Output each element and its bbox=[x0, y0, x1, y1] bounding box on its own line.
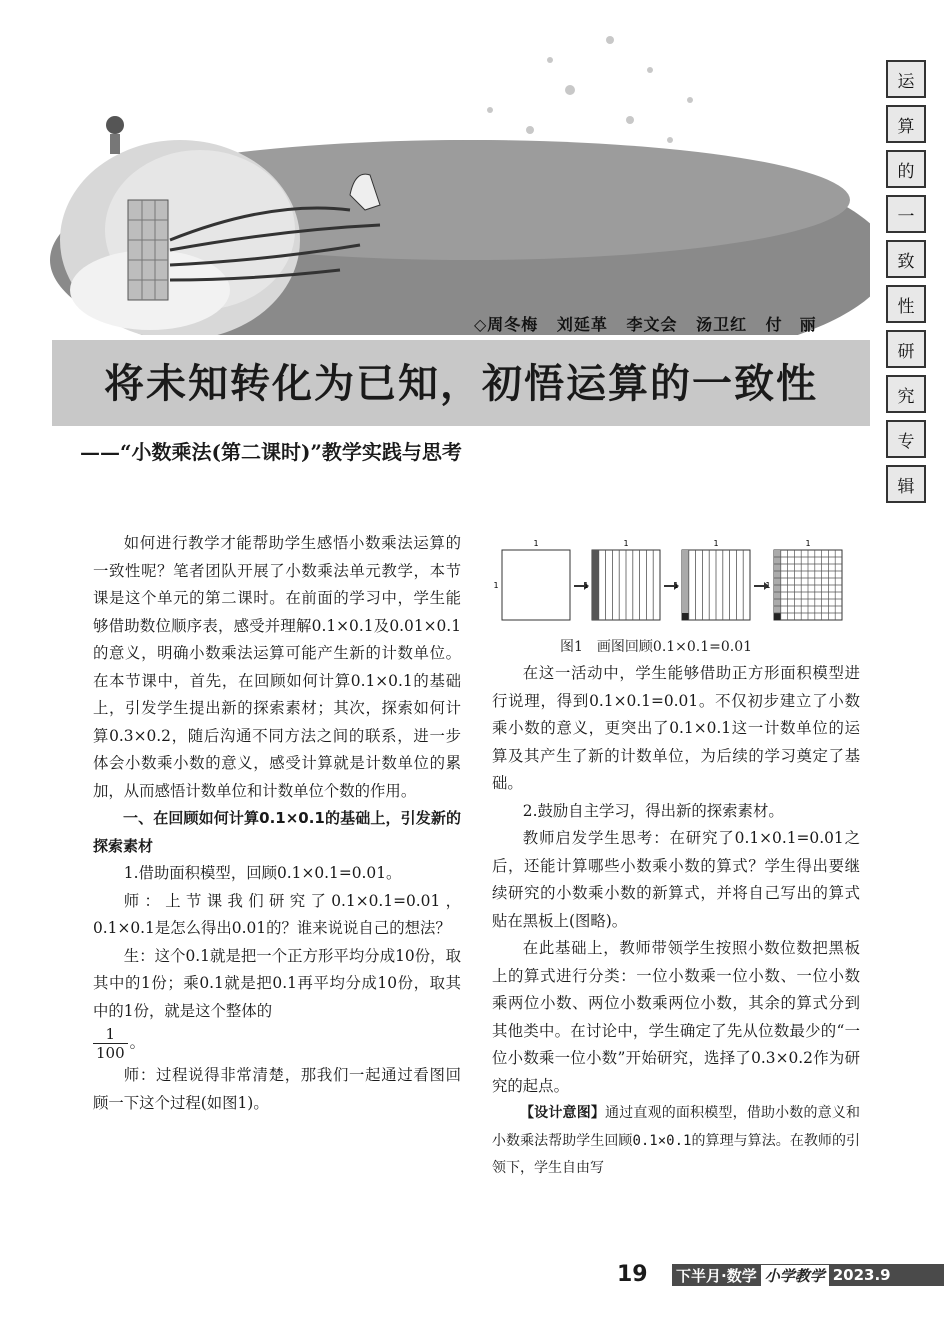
section-heading: 一、在回顾如何计算0.1×0.1的基础上，引发新的探索素材 bbox=[93, 809, 461, 855]
intro-paragraph: 如何进行教学才能帮助学生感悟小数乘法运算的一致性呢？笔者团队开展了小数乘法单元教学，本节课是这个单元的第二课时。在前面的学习中，学生能够借助数位顺序表，感受并理解0.1×0.1及0.01×0.1的意义，明确小数乘法运算可能产生新的计数单位。在本节课中，首先，在回顾如何计算0.1×0.1的基础上，引发学生提出新的探索素材；其次，探索如何计算0.3×0.2，随后沟通不同方法之间的联系，进一步体会小数乘小数的意义，感受计算就是计数单位的累加，从而感悟计数单位和计数单位个数的作用。 bbox=[93, 534, 461, 800]
figure-label: 1 bbox=[713, 539, 719, 548]
side-tab: 研 bbox=[886, 330, 926, 368]
article-title: 将未知转化为已知，初悟运算的一致性 bbox=[104, 361, 818, 407]
analysis-paragraph: 在这一活动中，学生能够借助正方形面积模型进行说理，得到0.1×0.1=0.01。不仅初步建立了小数乘小数的意义，更突出了0.1×0.1这一计数单位的运算及其产生了新的计数单位，为后续的学习奠定了基础。 bbox=[492, 664, 860, 792]
side-tab: 一 bbox=[886, 195, 926, 233]
tenths-square bbox=[592, 550, 660, 620]
left-column bbox=[93, 530, 461, 1117]
footer-bar bbox=[672, 1264, 944, 1286]
student-paragraph bbox=[93, 943, 461, 1026]
footer-date: 2023.9 bbox=[832, 1266, 891, 1284]
body-paragraph: 教师启发学生思考：在研究了0.1×0.1=0.01之后，还能计算哪些小数乘小数的算式？学生得出要继续研究的小数乘小数的新算式，并将自己写出的算式贴在黑板上(图略)。 bbox=[492, 829, 860, 930]
student-text: 生：这个0.1就是把一个正方形平均分成10份，取其中的1份；乘0.1就是把0.1再平均分成10份，取其中的1份，就是这个整体的 bbox=[93, 946, 461, 1020]
figure-label: 1 bbox=[493, 581, 499, 590]
figure-label: 1 bbox=[805, 539, 811, 548]
figure-label: 1 bbox=[765, 581, 771, 590]
section-side-tabs bbox=[886, 60, 926, 510]
author: 李文会 bbox=[626, 315, 678, 334]
step-paragraph: 1.借助面积模型，回顾0.1×0.1=0.01。 bbox=[123, 864, 402, 882]
right-column bbox=[492, 660, 860, 1183]
fraction-denominator: 100 bbox=[96, 1044, 125, 1062]
article-subtitle: ——“小数乘法(第二课时)”教学实践与思考 bbox=[80, 440, 462, 464]
figure-label: 1 bbox=[623, 539, 629, 548]
tenths-square-highlight bbox=[682, 550, 750, 620]
author: 汤卫红 bbox=[696, 315, 748, 334]
author: 付 丽 bbox=[765, 315, 817, 334]
figure-area-model bbox=[492, 538, 862, 628]
figure-label: 1 bbox=[583, 581, 589, 590]
header-illustration bbox=[50, 30, 870, 335]
side-tab: 运 bbox=[886, 60, 926, 98]
figure-label: 1 bbox=[533, 539, 539, 548]
teacher-paragraph: 师：过程说得非常清楚，那我们一起通过看图回顾一下这个过程(如图1)。 bbox=[93, 1066, 461, 1112]
fraction-end: 。 bbox=[129, 1033, 146, 1052]
footer-magazine-logo: 小学教学 bbox=[761, 1265, 829, 1286]
side-tab: 辑 bbox=[886, 465, 926, 503]
author: 刘延革 bbox=[556, 315, 608, 334]
author: ◇周冬梅 bbox=[474, 315, 539, 334]
footer-issue: 下半月·数学 bbox=[676, 1266, 757, 1285]
hundredths-grid bbox=[774, 550, 842, 620]
teacher-paragraph: 师：上节课我们研究了0.1×0.1=0.01，0.1×0.1是怎么得出0.01的？谁来说说自己的想法？ bbox=[93, 891, 461, 937]
design-intent-text: 通过直观的面积模型，借助小数的意义和小数乘法帮助学生回顾0.1×0.1的算理与算法。在教师的引领下，学生自由写 bbox=[492, 1105, 861, 1176]
side-tab: 的 bbox=[886, 150, 926, 188]
design-intent-paragraph bbox=[492, 1100, 860, 1183]
side-tab: 性 bbox=[886, 285, 926, 323]
figure-caption: 图1 画图回顾0.1×0.1=0.01 bbox=[560, 639, 753, 655]
author-list bbox=[474, 312, 829, 335]
fraction-numerator: 1 bbox=[93, 1025, 128, 1044]
side-tab: 究 bbox=[886, 375, 926, 413]
fraction bbox=[93, 1025, 128, 1062]
step-paragraph: 2.鼓励自主学习，得出新的探索素材。 bbox=[522, 801, 784, 820]
page-number: 19 bbox=[617, 1262, 648, 1287]
fraction-line bbox=[93, 1025, 461, 1062]
body-paragraph: 在此基础上，教师带领学生按照小数位数把黑板上的算式进行分类：一位小数乘一位小数、一位小数乘两位小数、两位小数乘两位小数，其余的算式分到其他类中。在讨论中，学生确定了先从位数最少的“一位小数乘一位小数”开始研究，选择了0.3×0.2作为研究的起点。 bbox=[492, 939, 860, 1095]
side-tab: 专 bbox=[886, 420, 926, 458]
design-intent-tag: 【设计意图】 bbox=[520, 1105, 606, 1121]
side-tab: 算 bbox=[886, 105, 926, 143]
side-tab: 致 bbox=[886, 240, 926, 278]
figure-label: 1 bbox=[673, 581, 679, 590]
